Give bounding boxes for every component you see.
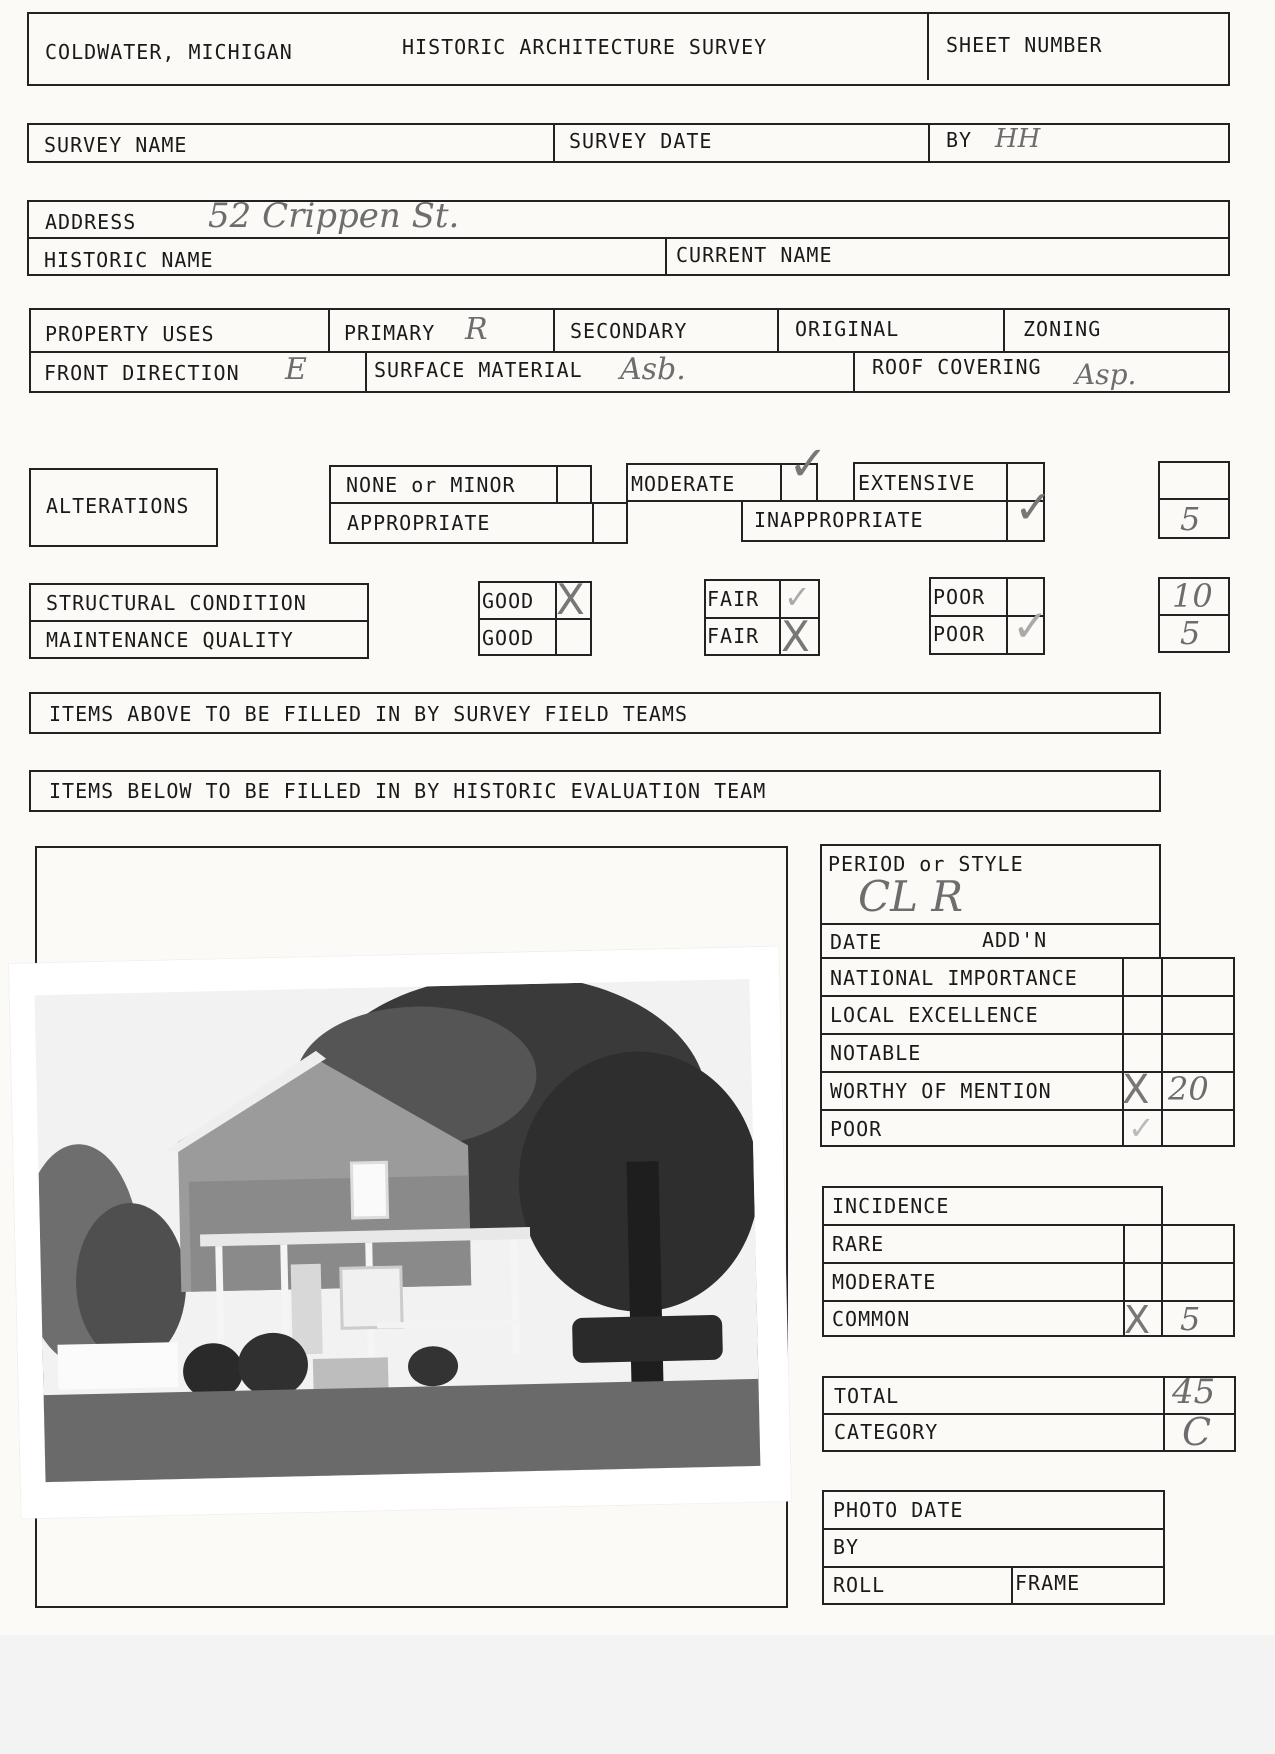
prop-div-4	[1003, 308, 1005, 351]
survey-divider-1	[553, 123, 555, 163]
address-divider	[27, 237, 1230, 239]
maintenance-fair-label: FAIR	[707, 624, 760, 648]
structural-poor-label: POOR	[933, 585, 986, 609]
local-excellence-label: LOCAL EXCELLENCE	[830, 1003, 1039, 1027]
incidence-div-2	[1161, 1224, 1163, 1337]
period-style-value: CL R	[858, 872, 963, 921]
category-value: C	[1182, 1410, 1212, 1454]
incidence-row-2	[822, 1300, 1235, 1302]
roof-covering-value: Asp.	[1075, 358, 1137, 391]
alterations-label: ALTERATIONS	[46, 494, 190, 518]
worthy-of-mention-label: WORTHY OF MENTION	[830, 1079, 1052, 1103]
period-style-label: PERIOD or STYLE	[828, 852, 1024, 876]
property-uses-label: PROPERTY USES	[45, 322, 215, 346]
maintenance-good-label: GOOD	[482, 626, 535, 650]
common-mark: X	[1124, 1298, 1151, 1342]
page-bottom-edge	[0, 1635, 1275, 1754]
structural-condition-label: STRUCTURAL CONDITION	[46, 591, 307, 615]
total-value: 45	[1172, 1372, 1216, 1412]
appropriate-check-div	[592, 502, 594, 544]
surface-material-value: Asb.	[620, 352, 686, 387]
primary-value: R	[465, 312, 488, 347]
totals-div	[822, 1413, 1236, 1415]
header-divider	[927, 12, 929, 80]
structural-fair-mark: ✓	[784, 578, 811, 616]
structural-good-mark: X	[556, 575, 585, 624]
front-direction-label: FRONT DIRECTION	[44, 361, 240, 385]
zoning-label: ZONING	[1023, 317, 1102, 341]
structural-good-label: GOOD	[482, 589, 535, 613]
common-score: 5	[1180, 1300, 1201, 1338]
prop-div-3	[777, 308, 779, 351]
poor-check-div	[1006, 577, 1008, 655]
incidence-row-1	[822, 1262, 1235, 1264]
maintenance-poor-mark: ✓	[1012, 601, 1049, 652]
sheet-number-label: SHEET NUMBER	[946, 33, 1103, 57]
appropriate-label: APPROPRIATE	[347, 511, 491, 535]
frame-label: FRAME	[1015, 1571, 1081, 1595]
importance-div-2	[1161, 957, 1163, 1147]
inappropriate-label: INAPPROPRIATE	[754, 508, 924, 532]
extensive-label: EXTENSIVE	[858, 471, 976, 495]
category-label: CATEGORY	[834, 1420, 939, 1444]
primary-label: PRIMARY	[344, 321, 436, 345]
photo-by-label: BY	[833, 1535, 860, 1559]
house-photo-image	[35, 979, 761, 1482]
none-minor-check-div	[556, 465, 558, 504]
original-label: ORIGINAL	[795, 317, 900, 341]
roof-covering-label: ROOF COVERING	[872, 355, 1042, 379]
photo-info-row-1	[822, 1528, 1165, 1530]
survey-date-label: SURVEY DATE	[569, 129, 713, 153]
national-importance-label: NATIONAL IMPORTANCE	[830, 966, 1078, 990]
rare-label: RARE	[832, 1232, 885, 1256]
roll-label: ROLL	[833, 1573, 886, 1597]
structural-score: 10	[1172, 577, 1213, 615]
front-direction-value: E	[285, 352, 307, 387]
common-label: COMMON	[832, 1307, 911, 1331]
photo-info-row-2	[822, 1566, 1165, 1568]
poor-evaluation-label: POOR	[830, 1117, 883, 1141]
structural-fair-label: FAIR	[707, 587, 760, 611]
moderate-check-div	[780, 463, 782, 502]
importance-row-1	[820, 995, 1235, 997]
maintenance-quality-label: MAINTENANCE QUALITY	[46, 628, 294, 652]
note-above: ITEMS ABOVE TO BE FILLED IN BY SURVEY FIELD TEAMS	[49, 702, 689, 726]
importance-row-2	[820, 1033, 1235, 1035]
worthy-mark: X	[1122, 1067, 1150, 1113]
prop-div-6	[853, 351, 855, 393]
survey-divider-2	[928, 123, 930, 163]
names-divider	[665, 237, 667, 276]
incidence-label: INCIDENCE	[832, 1194, 950, 1218]
inappropriate-check-mark: ✓	[1014, 480, 1053, 534]
importance-row-4	[820, 1109, 1235, 1111]
prop-div-5	[365, 351, 367, 393]
total-label: TOTAL	[834, 1384, 900, 1408]
addn-label: ADD'N	[982, 928, 1048, 952]
secondary-label: SECONDARY	[570, 319, 688, 343]
city-name: COLDWATER, MICHIGAN	[45, 40, 293, 64]
inappropriate-check-div	[1006, 500, 1008, 542]
roll-frame-div	[1011, 1566, 1013, 1605]
importance-div-1	[1122, 957, 1124, 1147]
surface-material-label: SURFACE MATERIAL	[374, 358, 583, 382]
address-label: ADDRESS	[45, 210, 137, 234]
address-value: 52 Crippen St.	[208, 196, 460, 236]
form-title: HISTORIC ARCHITECTURE SURVEY	[402, 35, 768, 59]
survey-name-label: SURVEY NAME	[44, 133, 188, 157]
moderate-check-mark: ✓	[788, 436, 829, 492]
none-minor-label: NONE or MINOR	[346, 473, 516, 497]
date-label: DATE	[830, 930, 883, 954]
totals-vdiv	[1163, 1376, 1165, 1452]
worthy-score: 20	[1168, 1070, 1209, 1108]
alterations-score: 5	[1180, 500, 1201, 538]
survey-by-label: BY	[946, 128, 973, 152]
notable-label: NOTABLE	[830, 1041, 922, 1065]
maintenance-score: 5	[1180, 614, 1201, 652]
moderate-label: MODERATE	[631, 472, 736, 496]
photo-date-label: PHOTO DATE	[833, 1498, 964, 1522]
condition-div	[29, 620, 369, 622]
maintenance-fair-mark: X	[781, 612, 810, 661]
house-photograph	[9, 946, 791, 1518]
survey-by-value: HH	[995, 124, 1041, 154]
moderate-incidence-label: MODERATE	[832, 1270, 937, 1294]
prop-div-2	[553, 308, 555, 351]
prop-div-1	[328, 308, 330, 351]
poor-evaluation-mark: ✓	[1128, 1109, 1155, 1147]
current-name-label: CURRENT NAME	[676, 243, 833, 267]
extensive-check-div	[1006, 462, 1008, 502]
note-below: ITEMS BELOW TO BE FILLED IN BY HISTORIC EVALUATION TEAM	[49, 779, 767, 803]
historic-name-label: HISTORIC NAME	[44, 248, 214, 272]
maintenance-poor-label: POOR	[933, 622, 986, 646]
